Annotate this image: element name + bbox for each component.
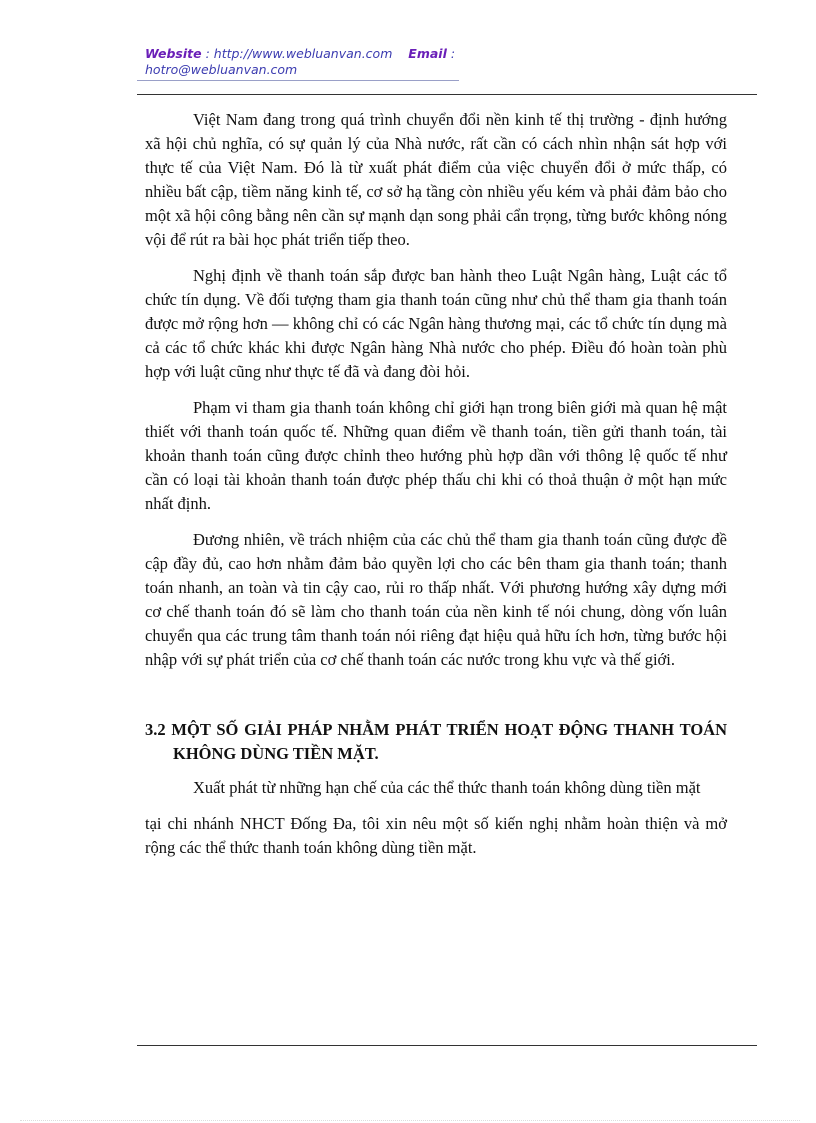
email-label: Email [408, 46, 447, 61]
header-underline [137, 80, 459, 81]
paragraph-3: Phạm vi tham gia thanh toán không chỉ giới hạn trong biên giới mà quan hệ mật thiết với thanh toán quốc tế. Những quan điểm về thanh toán, tiền gửi thanh toán, tài khoản thanh toán cũng được chỉnh theo hướng phù hợp dần với thông lệ quốc tế như cần có loại tài khoản thanh toán được phép thấu chi khi có thoả thuận ở một hạn mức nhất định. [145, 398, 727, 513]
email-link[interactable]: hotro@webluanvan.com [145, 62, 298, 77]
paragraph-1: Việt Nam đang trong quá trình chuyển đổi nền kinh tế thị trường - định hướng xã hội chủ nghĩa, có sự quản lý của Nhà nước, rất cần có cách nhìn nhận sát hợp với thực tế của Việt Nam. Đó là từ xuất phát điểm của việc chuyển đổi ở mức thấp, có nhiều bất cập, tiềm năng kinh tế, cơ sở hạ tầng còn nhiều yếu kém và phải đảm bảo cho một xã hội công bằng nên cần sự mạnh dạn song phải cẩn trọng, từng bước không nóng vội để rút ra bài học phát triển tiếp theo. [145, 110, 727, 249]
website-separator: : [201, 46, 214, 61]
bottom-rule [137, 1045, 757, 1046]
paragraph-2: Nghị định về thanh toán sắp được ban hành theo Luật Ngân hàng, Luật các tổ chức tín dụng. Về đối tượng tham gia thanh toán cũng như chủ thể tham gia thanh toán được mở rộng hơn — không chỉ có các Ngân hàng thương mại, các tổ chức tín dụng mà cả các tổ chức khác khi được Ngân hàng Nhà nước cho phép. Điều đó hoàn toàn phù hợp với luật cũng như thực tế đã và đang đòi hỏi. [145, 266, 727, 381]
email-separator: : [446, 46, 456, 61]
paragraph-4: Đương nhiên, về trách nhiệm của các chủ thể tham gia thanh toán cũng được đề cập đầy đủ, cao hơn nhằm đảm bảo quyền lợi cho các bên tham gia thanh toán; thanh toán nhanh, an toàn và tin cậy cao, rủi ro thấp nhất. Với phương hướng xây dựng mới cơ chế thanh toán đó sẽ làm cho thanh toán của nền kinh tế nói chung, dòng vốn luân chuyển qua các trung tâm thanh toán nói riêng đạt hiệu quả hữu ích hơn, từng bước hội nhập với sự phát triển của cơ chế thanh toán các nước trong khu vực và thế giới. [145, 530, 727, 669]
section-heading: 3.2 MỘT SỐ GIẢI PHÁP NHẰM PHÁT TRIỂN HOẠT ĐỘNG THANH TOÁN KHÔNG DÙNG TIỀN MẶT. [145, 720, 727, 763]
page-header [145, 46, 465, 78]
document-body [145, 108, 727, 872]
paragraph-5: Xuất phát từ những hạn chế của các thể thức thanh toán không dùng tiền mặt [193, 778, 701, 797]
top-rule [137, 94, 757, 95]
paragraph-6: tại chi nhánh NHCT Đống Đa, tôi xin nêu một số kiến nghị nhằm hoàn thiện và mở rộng các thể thức thanh toán không dùng tiền mặt. [145, 814, 727, 857]
website-link[interactable]: http://www.webluanvan.com [213, 46, 393, 61]
page-edge-dots [20, 1120, 800, 1121]
website-label: Website [145, 46, 202, 61]
